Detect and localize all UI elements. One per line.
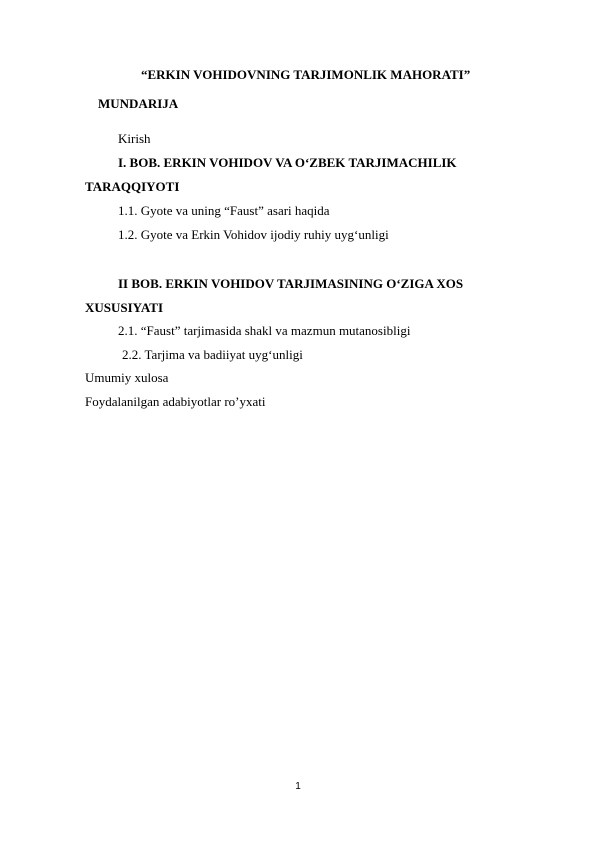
toc-section-2-1: 2.1. “Faust” tarjimasida shakl va mazmun mutanosibligi: [118, 323, 411, 338]
toc-section-2-2: 2.2. Tarjima va badiiyat uyg‘unligi: [122, 347, 303, 362]
toc-section-1-1: 1.1. Gyote va uning “Faust” asari haqida: [118, 203, 330, 218]
toc-chapter-2-title: II BOB. ERKIN VOHIDOV TARJIMASINING O‘ZIGA XOS: [118, 276, 464, 291]
toc-chapter-1-title: I. BOB. ERKIN VOHIDOV VA O‘ZBEK TARJIMACHILIK: [118, 155, 457, 170]
toc-section-1-2: 1.2. Gyote va Erkin Vohidov ijodiy ruhiy uyg‘unligi: [118, 227, 389, 242]
toc-item-conclusion: Umumiy xulosa: [85, 370, 169, 385]
toc-chapter-1-title-continued: TARAQQIYOTI: [85, 179, 180, 194]
document-title: “ERKIN VOHIDOVNING TARJIMONLIK MAHORATI”: [141, 67, 471, 82]
toc-item-references: Foydalanilgan adabiyotlar ro’yxati: [85, 394, 266, 409]
toc-item-intro: Kirish: [118, 131, 151, 146]
toc-chapter-2-title-continued: XUSUSIYATI: [85, 300, 164, 315]
contents-heading: MUNDARIJA: [98, 96, 179, 111]
page-number: 1: [295, 781, 301, 792]
